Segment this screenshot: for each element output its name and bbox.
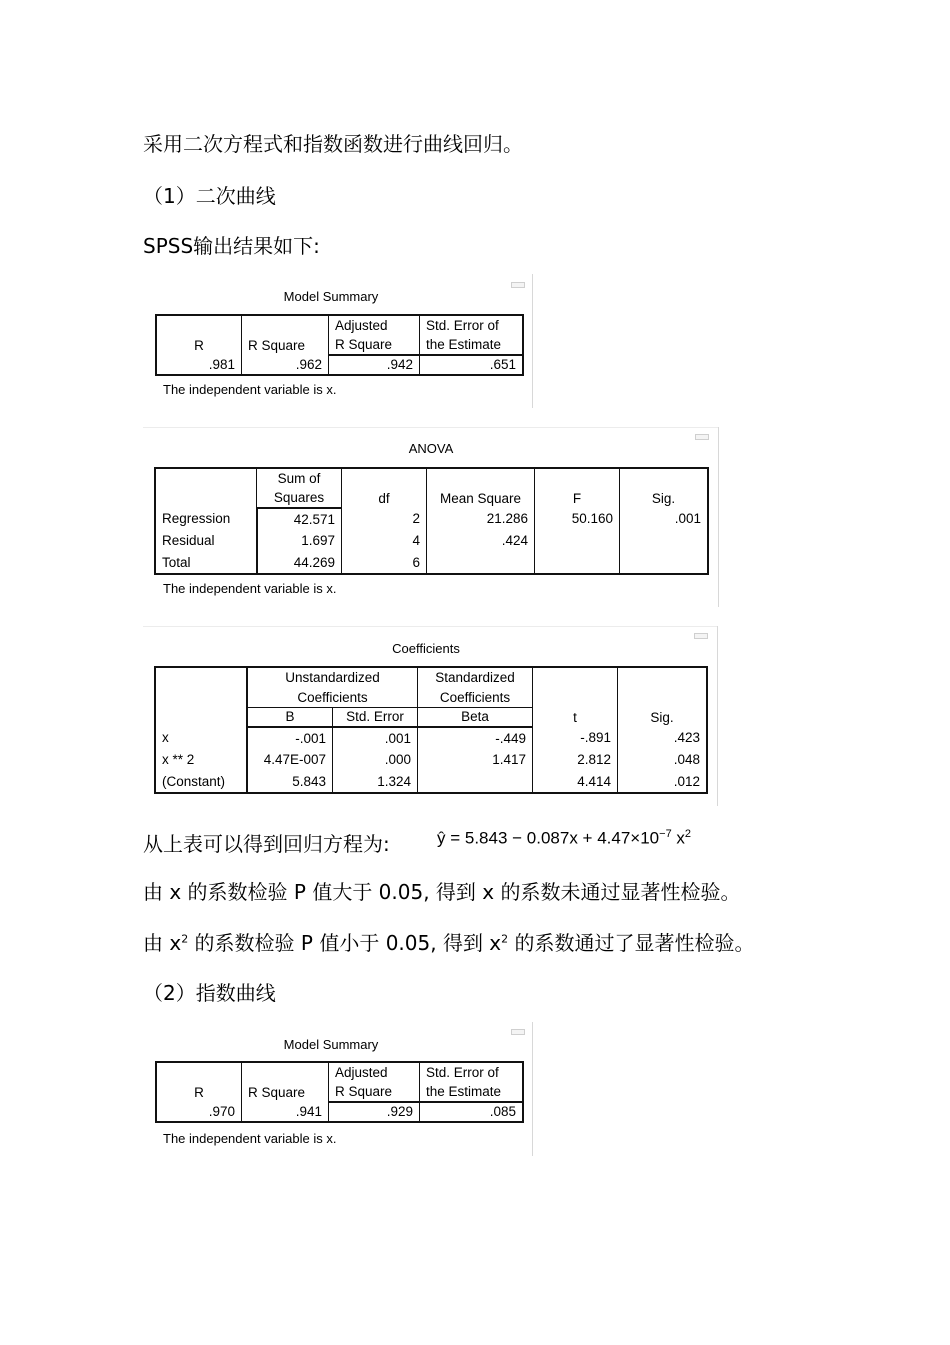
col-header-rsq: R Square [242,1062,329,1102]
col-header-unstd-2: Coefficients [247,687,418,707]
col-header-r: R [194,1085,204,1100]
cell-r: .970 [208,1103,235,1119]
model-summary-table-2 [155,1061,524,1123]
equation-tail: x [671,828,685,848]
x2-coef-test-text [143,927,755,956]
model-summary-panel-2 [150,1022,533,1156]
anova-table [154,467,709,575]
table-row [155,530,708,552]
cell: 4.47E-007 [247,749,333,771]
cell: 44.269 [257,552,342,574]
col-header-df: df [342,468,427,508]
cell: 2 [342,508,427,530]
table-row [155,771,707,793]
text-part: 的系数检验 P 值小于 0.05, 得到 x [188,931,502,955]
table-footnote: The independent variable is x. [163,581,337,596]
cell-se: .085 [420,1102,524,1122]
cell: 5.843 [247,771,333,793]
cell [535,552,620,574]
intro-text: 采用二次方程式和指数函数进行曲线回归。 [143,132,523,156]
cell-adj: .942 [329,355,420,375]
row-label: x [162,730,169,745]
cell: 4.414 [533,771,618,793]
cell: .012 [618,771,708,793]
cell: .001 [333,727,418,749]
x-coef-test-text: 由 x 的系数检验 P 值大于 0.05, 得到 x 的系数未通过显著性检验。 [143,880,741,904]
anova-panel [143,427,719,607]
cell-adj: .929 [329,1102,420,1122]
table-footnote: The independent variable is x. [163,1131,337,1146]
col-header-unstd: Unstandardized [247,667,418,687]
col-header-rsq: R Square [242,315,329,355]
col-header-adj: Adjusted [329,1062,420,1082]
panel-border-top [143,626,718,627]
cell [535,530,620,552]
table-title: Coefficients [392,641,460,656]
text-part: 由 x [143,931,182,955]
equation-main: = 5.843 − 0.087x + 4.47×10 [445,828,660,848]
col-header-se-2: the Estimate [420,1082,524,1102]
col-header-sig: Sig. [618,667,708,727]
equation-exponent: −7 [659,828,672,840]
table-row [155,508,708,530]
minimize-icon[interactable] [511,282,525,288]
table-row [156,355,523,375]
row-label: Residual [162,533,215,548]
cell: 6 [342,552,427,574]
table-row [155,749,707,771]
col-header-ss-2: Squares [257,488,342,508]
col-header-sig: Sig. [620,468,709,508]
cell [427,552,535,574]
cell: 50.160 [535,508,620,530]
row-label: Regression [162,511,231,526]
panel-border [532,1022,533,1156]
regression-equation [437,828,691,849]
panel-border [717,626,718,806]
col-header-stderr: Std. Error [333,707,418,727]
section-heading-exponential: （2）指数曲线 [143,981,276,1005]
table-row [156,1102,523,1122]
cell: .424 [427,530,535,552]
coefficients-panel [143,626,718,806]
col-header-ms: Mean Square [427,468,535,508]
cell [620,552,709,574]
col-header-r: R [194,338,204,353]
cell: 21.286 [427,508,535,530]
cell: 1.417 [418,749,533,771]
equation-lhs: ŷ [437,828,446,848]
col-header-t: t [533,667,618,727]
cell: .000 [333,749,418,771]
cell: 2.812 [533,749,618,771]
panel-border [532,274,533,408]
minimize-icon[interactable] [511,1029,525,1035]
cell-se: .651 [420,355,524,375]
minimize-icon[interactable] [695,434,709,440]
cell: 1.324 [333,771,418,793]
cell: .423 [618,727,708,749]
cell-r: .981 [208,356,235,372]
minimize-icon[interactable] [694,633,708,639]
col-header-std-2: Coefficients [418,687,533,707]
equation-lead-text: 从上表可以得到回归方程为: [143,832,390,856]
text-part: 的系数通过了显著性检验。 [508,931,755,955]
cell [620,530,709,552]
col-header-adj-2: R Square [329,335,420,355]
model-summary-panel-1 [150,274,533,408]
col-header-std: Standardized [418,667,533,687]
table-footnote: The independent variable is x. [163,382,337,397]
table-row [155,552,708,574]
col-header-f: F [535,468,620,508]
table-title: Model Summary [283,1037,379,1052]
cell: 4 [342,530,427,552]
cell: .001 [620,508,709,530]
superscript: 2 [181,932,189,946]
col-header-se: Std. Error of [420,1062,524,1082]
col-header-adj: Adjusted [329,315,420,335]
equation-tail-exponent: 2 [684,828,692,840]
col-header-b: B [247,707,333,727]
row-label: Total [162,554,191,570]
cell-rsq: .962 [242,355,329,375]
row-label: x ** 2 [162,752,195,767]
cell: 1.697 [257,530,342,552]
col-header-adj-2: R Square [329,1082,420,1102]
superscript: 2 [501,932,509,946]
cell: .048 [618,749,708,771]
table-title: Model Summary [283,289,379,304]
spss-intro-text: SPSS输出结果如下: [143,234,320,258]
cell: -.891 [533,727,618,749]
col-header-se-2: the Estimate [420,335,524,355]
table-title: ANOVA [408,441,454,456]
cell-rsq: .941 [242,1102,329,1122]
cell [418,771,533,793]
section-heading-quadratic: （1）二次曲线 [143,184,276,208]
table-row [155,727,707,749]
row-label: (Constant) [162,773,226,789]
col-header-blank [155,667,247,727]
cell: -.449 [418,727,533,749]
col-header-se: Std. Error of [420,315,524,335]
coefficients-table [154,666,708,794]
col-header-blank [155,468,257,508]
panel-border-top [143,427,719,428]
col-header-ss: Sum of [257,468,342,488]
cell: -.001 [247,727,333,749]
col-header-beta: Beta [418,707,533,727]
cell: 42.571 [257,508,342,530]
model-summary-table-1 [155,314,524,376]
